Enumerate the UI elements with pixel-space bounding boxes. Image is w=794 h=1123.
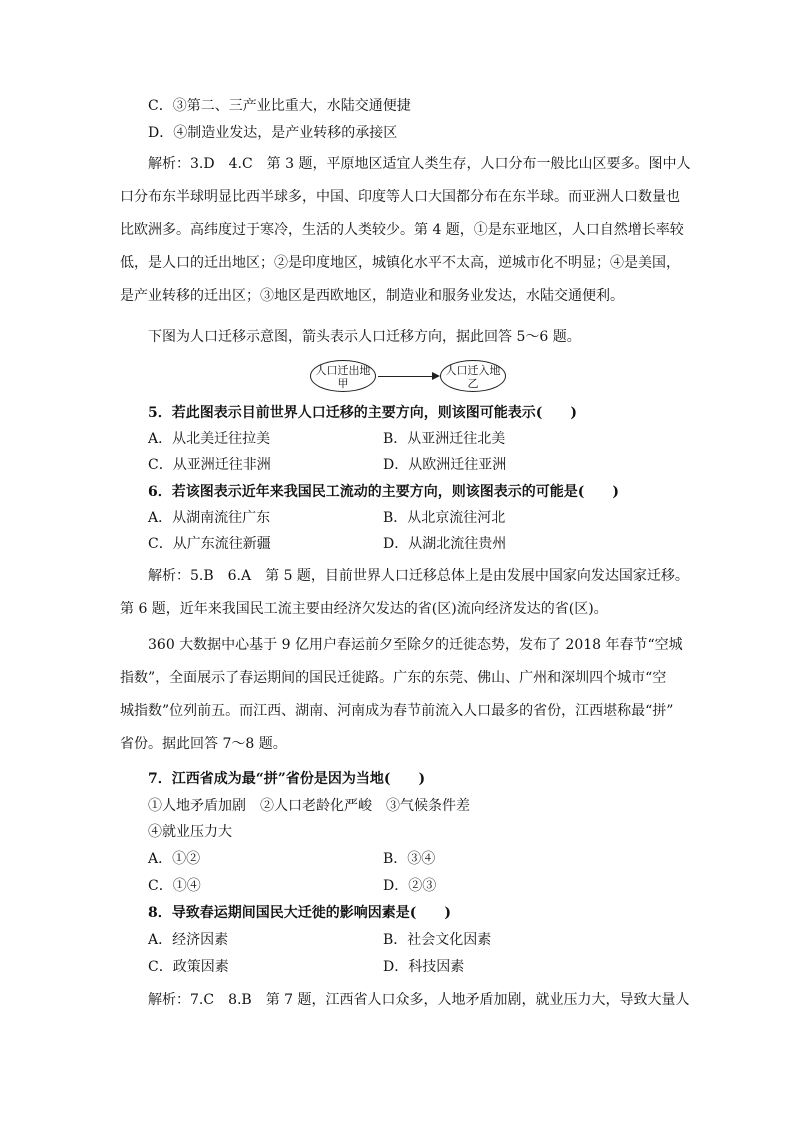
- passage-7-8-line4: 省份。据此回答 7～8 题。: [120, 736, 287, 752]
- passage-7-8-line3: 城指数”位列前五。而江西、湖南、河南成为春节前流入人口最多的省份，江西堪称最“拼”: [120, 703, 674, 719]
- analysis-5-6-line2: 第 6 题，近年来我国民工流主要由经济欠发达的省(区)流向经济发达的省(区)。: [120, 601, 608, 617]
- passage-7-8-line1: 360 大数据中心基于 9 亿用户春运前夕至除夕的迁徙态势，发布了 2018 年春节“空城: [148, 637, 683, 653]
- analysis-3-4-line3: 比欧洲多。高纬度过于寒冷，生活的人类较少。第 4 题，①是东亚地区，人口自然增长率较: [120, 222, 684, 238]
- q6-stem: 6．若该图表示近年来我国民工流动的主要方向，则该图表示的可能是( ): [148, 484, 619, 500]
- destination-name: 乙: [467, 377, 479, 390]
- origin-ellipse: [310, 360, 376, 392]
- option-d-top: D．④制造业发达，是产业转移的承接区: [148, 125, 398, 141]
- analysis-3-4-line4: 低，是人口的迁出地区；②是印度地区，城镇化水平不太高，逆城市化不明显；④是美国，: [120, 255, 680, 271]
- q7-option-d: D．②③: [383, 878, 437, 894]
- q8-option-c: C．政策因素: [148, 959, 229, 975]
- q8-option-b: B．社会文化因素: [383, 932, 492, 948]
- origin-name: 甲: [337, 377, 349, 390]
- q5-option-a: A．从北美迁往拉美: [148, 431, 271, 447]
- intro-5-6: 下图为人口迁移示意图，箭头表示人口迁移方向，据此回答 5～6 题。: [148, 329, 581, 345]
- migration-diagram: [310, 360, 510, 394]
- analysis-7-8-line1: 解析：7.C 8.B 第 7 题，江西省人口众多，人地矛盾加剧，就业压力大，导致大量人: [148, 992, 690, 1008]
- q5-option-c: C．从亚洲迁往非洲: [148, 457, 271, 473]
- q8-stem: 8．导致春运期间国民大迁徙的影响因素是( ): [148, 905, 451, 921]
- arrow-line: [378, 376, 436, 377]
- q5-option-d: D．从欧洲迁往亚洲: [383, 457, 507, 473]
- q7-option-a: A．①②: [148, 851, 201, 867]
- q7-option-b: B．③④: [383, 851, 436, 867]
- q7-items-line2: ④就业压力大: [148, 824, 232, 840]
- q5-option-b: B．从亚洲迁往北美: [383, 431, 506, 447]
- q8-option-a: A．经济因素: [148, 932, 229, 948]
- q6-option-b: B．从北京流往河北: [383, 510, 506, 526]
- q8-option-d: D．科技因素: [383, 959, 465, 975]
- analysis-5-6-line1: 解析：5.B 6.A 第 5 题，目前世界人口迁移总体上是由发展中国家向发达国家迁移。: [148, 568, 689, 584]
- q5-stem: 5．若此图表示目前世界人口迁移的主要方向，则该图可能表示( ): [148, 405, 577, 421]
- analysis-3-4-line1: 解析：3.D 4.C 第 3 题，平原地区适宜人类生存，人口分布一般比山区要多。图中人: [148, 156, 691, 172]
- analysis-3-4-line2: 口分布东半球明显比西半球多，中国、印度等人口大国都分布在东半球。而亚洲人口数量也: [120, 189, 680, 205]
- q7-stem: 7．江西省成为最“拼”省份是因为当地( ): [148, 771, 426, 787]
- q7-items-line1: ①人地矛盾加剧 ②人口老龄化严峻 ③气候条件差: [148, 798, 470, 814]
- destination-label: 人口迁入地: [445, 364, 501, 377]
- q6-option-a: A．从湖南流往广东: [148, 510, 271, 526]
- option-c-top: C．③第二、三产业比重大，水陆交通便捷: [148, 98, 411, 114]
- analysis-3-4-line5: 是产业转移的迁出区；③地区是西欧地区，制造业和服务业发达，水陆交通便利。: [120, 288, 624, 304]
- q6-option-c: C．从广东流往新疆: [148, 536, 271, 552]
- q7-option-c: C．①④: [148, 878, 201, 894]
- passage-7-8-line2: 指数”，全面展示了春运期间的国民迁徙路。广东的东莞、佛山、广州和深圳四个城市“空: [120, 670, 667, 686]
- destination-ellipse: [440, 360, 506, 392]
- q6-option-d: D．从湖北流往贵州: [383, 536, 507, 552]
- arrow-head-icon: [432, 372, 440, 380]
- origin-label: 人口迁出地: [315, 364, 371, 377]
